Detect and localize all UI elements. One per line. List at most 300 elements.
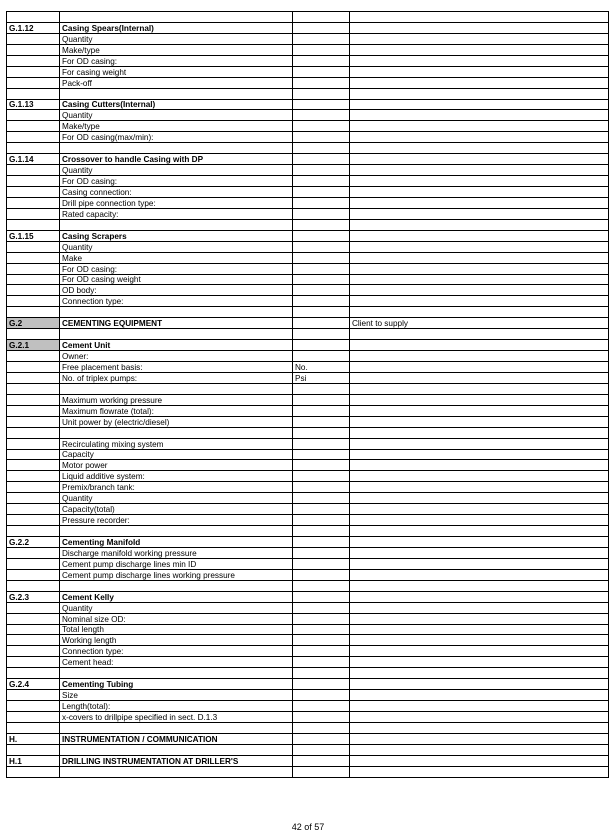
item-description-cell: Quantity: [60, 493, 293, 504]
section-code-cell: [7, 635, 60, 646]
item-description-cell: Quantity: [60, 165, 293, 176]
remarks-cell: [350, 176, 609, 187]
remarks-cell: [350, 591, 609, 602]
section-code-cell: [7, 110, 60, 121]
remarks-cell: [350, 307, 609, 318]
item-description-cell: [60, 722, 293, 733]
unit-cell: [293, 165, 350, 176]
section-code-cell: [7, 285, 60, 296]
table-row: [7, 383, 609, 394]
section-header-row: [7, 154, 609, 165]
remarks-cell: [350, 88, 609, 99]
section-code-cell: [7, 504, 60, 515]
table-row: [7, 701, 609, 712]
item-description-cell: Casing Scrapers: [60, 230, 293, 241]
section-code-cell: [7, 176, 60, 187]
remarks-cell: [350, 165, 609, 176]
equipment-spec-table-body: [7, 12, 609, 778]
section-code-cell: [7, 263, 60, 274]
item-description-cell: Owner:: [60, 351, 293, 362]
item-description-cell: Pressure recorder:: [60, 515, 293, 526]
table-row: [7, 285, 609, 296]
unit-cell: [293, 427, 350, 438]
table-row: [7, 77, 609, 88]
section-header-row: [7, 230, 609, 241]
section-code-cell: [7, 372, 60, 383]
table-row: [7, 33, 609, 44]
section-code-cell: [7, 569, 60, 580]
unit-cell: [293, 733, 350, 744]
remarks-cell: [350, 537, 609, 548]
section-code-cell: [7, 274, 60, 285]
unit-cell: [293, 438, 350, 449]
unit-cell: [293, 77, 350, 88]
remarks-cell: [350, 635, 609, 646]
item-description-cell: OD body:: [60, 285, 293, 296]
unit-cell: [293, 668, 350, 679]
unit-cell: [293, 132, 350, 143]
item-description-cell: [60, 219, 293, 230]
item-description-cell: Casing connection:: [60, 187, 293, 198]
section-code-cell: [7, 296, 60, 307]
item-description-cell: Crossover to handle Casing with DP: [60, 154, 293, 165]
section-header-row: [7, 340, 609, 351]
remarks-cell: [350, 55, 609, 66]
item-description-cell: Cement pump discharge lines min ID: [60, 558, 293, 569]
remarks-cell: [350, 460, 609, 471]
section-code-cell: [7, 77, 60, 88]
table-row: [7, 187, 609, 198]
item-description-cell: Connection type:: [60, 296, 293, 307]
section-code-cell: G.2: [7, 318, 60, 329]
item-description-cell: Quantity: [60, 602, 293, 613]
unit-cell: [293, 66, 350, 77]
section-code-cell: [7, 526, 60, 537]
table-row: [7, 471, 609, 482]
item-description-cell: Casing Spears(Internal): [60, 22, 293, 33]
remarks-cell: [350, 515, 609, 526]
section-header-row: [7, 537, 609, 548]
item-description-cell: Cement Unit: [60, 340, 293, 351]
table-row: [7, 241, 609, 252]
item-description-cell: Make/type: [60, 44, 293, 55]
table-row: [7, 657, 609, 668]
section-header-row: [7, 733, 609, 744]
remarks-cell: [350, 383, 609, 394]
item-description-cell: Maximum working pressure: [60, 394, 293, 405]
remarks-cell: [350, 154, 609, 165]
remarks-cell: [350, 77, 609, 88]
unit-cell: [293, 219, 350, 230]
section-code-cell: [7, 471, 60, 482]
section-code-cell: G.1.13: [7, 99, 60, 110]
remarks-cell: [350, 22, 609, 33]
item-description-cell: Connection type:: [60, 646, 293, 657]
section-code-cell: [7, 613, 60, 624]
unit-cell: [293, 307, 350, 318]
unit-cell: [293, 143, 350, 154]
item-description-cell: [60, 143, 293, 154]
unit-cell: [293, 340, 350, 351]
table-row: [7, 121, 609, 132]
unit-cell: [293, 701, 350, 712]
remarks-cell: [350, 329, 609, 340]
item-description-cell: x-covers to drillpipe specified in sect. D.1.3: [60, 712, 293, 723]
unit-cell: [293, 482, 350, 493]
table-row: [7, 176, 609, 187]
section-code-cell: [7, 547, 60, 558]
item-description-cell: Drill pipe connection type:: [60, 197, 293, 208]
remarks-cell: [350, 362, 609, 373]
unit-cell: [293, 394, 350, 405]
table-row: [7, 165, 609, 176]
unit-cell: No.: [293, 362, 350, 373]
table-row: [7, 416, 609, 427]
item-description-cell: Cement head:: [60, 657, 293, 668]
item-description-cell: DRILLING INSTRUMENTATION AT DRILLER'S: [60, 755, 293, 766]
remarks-cell: [350, 493, 609, 504]
table-row: [7, 646, 609, 657]
item-description-cell: Make: [60, 252, 293, 263]
unit-cell: [293, 547, 350, 558]
remarks-cell: [350, 394, 609, 405]
section-code-cell: [7, 351, 60, 362]
section-code-cell: [7, 12, 60, 23]
unit-cell: [293, 351, 350, 362]
table-row: [7, 558, 609, 569]
remarks-cell: [350, 438, 609, 449]
unit-cell: [293, 602, 350, 613]
section-header-row: [7, 679, 609, 690]
unit-cell: [293, 274, 350, 285]
item-description-cell: INSTRUMENTATION / COMMUNICATION: [60, 733, 293, 744]
table-row: [7, 449, 609, 460]
item-description-cell: Free placement basis:: [60, 362, 293, 373]
item-description-cell: Cement pump discharge lines working pressure: [60, 569, 293, 580]
item-description-cell: Motor power: [60, 460, 293, 471]
table-row: [7, 329, 609, 340]
remarks-cell: [350, 208, 609, 219]
item-description-cell: [60, 12, 293, 23]
item-description-cell: Unit power by (electric/diesel): [60, 416, 293, 427]
section-code-cell: [7, 383, 60, 394]
section-code-cell: [7, 701, 60, 712]
item-description-cell: For OD casing:: [60, 263, 293, 274]
remarks-cell: [350, 12, 609, 23]
unit-cell: [293, 722, 350, 733]
table-row: [7, 569, 609, 580]
table-row: [7, 351, 609, 362]
section-header-row: [7, 591, 609, 602]
section-code-cell: [7, 668, 60, 679]
remarks-cell: [350, 372, 609, 383]
item-description-cell: For OD casing(max/min):: [60, 132, 293, 143]
section-code-cell: [7, 208, 60, 219]
section-code-cell: [7, 329, 60, 340]
remarks-cell: [350, 263, 609, 274]
page-number: 42 of 57: [291, 822, 325, 832]
unit-cell: [293, 318, 350, 329]
table-row: [7, 602, 609, 613]
unit-cell: [293, 197, 350, 208]
table-row: [7, 438, 609, 449]
item-description-cell: Make/type: [60, 121, 293, 132]
item-description-cell: Recirculating mixing system: [60, 438, 293, 449]
item-description-cell: Liquid additive system:: [60, 471, 293, 482]
item-description-cell: Premix/branch tank:: [60, 482, 293, 493]
unit-cell: [293, 515, 350, 526]
item-description-cell: CEMENTING EQUIPMENT: [60, 318, 293, 329]
section-code-cell: [7, 602, 60, 613]
section-code-cell: [7, 482, 60, 493]
item-description-cell: For OD casing:: [60, 55, 293, 66]
table-row: [7, 132, 609, 143]
unit-cell: [293, 252, 350, 263]
table-row: [7, 263, 609, 274]
section-header-row: [7, 22, 609, 33]
remarks-cell: [350, 219, 609, 230]
remarks-cell: [350, 526, 609, 537]
unit-cell: [293, 471, 350, 482]
section-code-cell: H.1: [7, 755, 60, 766]
section-header-row: [7, 99, 609, 110]
section-code-cell: [7, 438, 60, 449]
remarks-cell: [350, 340, 609, 351]
item-description-cell: For OD casing:: [60, 176, 293, 187]
table-row: [7, 712, 609, 723]
unit-cell: [293, 285, 350, 296]
unit-cell: [293, 176, 350, 187]
section-code-cell: [7, 624, 60, 635]
item-description-cell: Cement Kelly: [60, 591, 293, 602]
section-code-cell: G.2.3: [7, 591, 60, 602]
table-row: [7, 372, 609, 383]
remarks-cell: [350, 110, 609, 121]
item-description-cell: Cementing Tubing: [60, 679, 293, 690]
unit-cell: [293, 624, 350, 635]
unit-cell: [293, 580, 350, 591]
section-code-cell: [7, 744, 60, 755]
item-description-cell: Nominal size OD:: [60, 613, 293, 624]
remarks-cell: Client to supply: [350, 318, 609, 329]
item-description-cell: Cementing Manifold: [60, 537, 293, 548]
remarks-cell: [350, 755, 609, 766]
table-row: [7, 55, 609, 66]
remarks-cell: [350, 471, 609, 482]
section-code-cell: [7, 241, 60, 252]
item-description-cell: No. of triplex pumps:: [60, 372, 293, 383]
table-row: [7, 394, 609, 405]
remarks-cell: [350, 33, 609, 44]
unit-cell: [293, 405, 350, 416]
remarks-cell: [350, 99, 609, 110]
section-code-cell: G.2.2: [7, 537, 60, 548]
table-row: [7, 143, 609, 154]
remarks-cell: [350, 230, 609, 241]
unit-cell: [293, 766, 350, 777]
section-code-cell: [7, 66, 60, 77]
section-code-cell: [7, 88, 60, 99]
section-code-cell: [7, 493, 60, 504]
remarks-cell: [350, 274, 609, 285]
unit-cell: [293, 329, 350, 340]
item-description-cell: Quantity: [60, 241, 293, 252]
unit-cell: [293, 88, 350, 99]
table-row: [7, 460, 609, 471]
section-code-cell: [7, 143, 60, 154]
section-code-cell: [7, 405, 60, 416]
table-row: [7, 580, 609, 591]
table-row: [7, 722, 609, 733]
section-code-cell: [7, 197, 60, 208]
item-description-cell: Quantity: [60, 110, 293, 121]
unit-cell: [293, 591, 350, 602]
unit-cell: [293, 33, 350, 44]
remarks-cell: [350, 427, 609, 438]
unit-cell: [293, 679, 350, 690]
remarks-cell: [350, 66, 609, 77]
table-row: [7, 613, 609, 624]
remarks-cell: [350, 44, 609, 55]
unit-cell: [293, 755, 350, 766]
remarks-cell: [350, 482, 609, 493]
unit-cell: [293, 712, 350, 723]
unit-cell: [293, 460, 350, 471]
remarks-cell: [350, 241, 609, 252]
table-row: [7, 307, 609, 318]
unit-cell: [293, 296, 350, 307]
section-code-cell: [7, 33, 60, 44]
item-description-cell: Working length: [60, 635, 293, 646]
unit-cell: [293, 635, 350, 646]
section-code-cell: [7, 219, 60, 230]
item-description-cell: Capacity: [60, 449, 293, 460]
remarks-cell: [350, 351, 609, 362]
section-code-cell: [7, 132, 60, 143]
table-row: [7, 219, 609, 230]
remarks-cell: [350, 558, 609, 569]
unit-cell: [293, 208, 350, 219]
table-row: [7, 668, 609, 679]
unit-cell: [293, 99, 350, 110]
section-code-cell: [7, 416, 60, 427]
table-row: [7, 252, 609, 263]
table-row: [7, 208, 609, 219]
table-row: [7, 110, 609, 121]
unit-cell: [293, 416, 350, 427]
section-code-cell: G.2.4: [7, 679, 60, 690]
item-description-cell: Capacity(total): [60, 504, 293, 515]
section-code-cell: [7, 766, 60, 777]
unit-cell: [293, 241, 350, 252]
unit-cell: [293, 690, 350, 701]
item-description-cell: Size: [60, 690, 293, 701]
table-row: [7, 635, 609, 646]
table-row: [7, 362, 609, 373]
remarks-cell: [350, 296, 609, 307]
section-code-cell: G.2.1: [7, 340, 60, 351]
remarks-cell: [350, 449, 609, 460]
table-row: [7, 504, 609, 515]
unit-cell: [293, 263, 350, 274]
section-code-cell: [7, 646, 60, 657]
section-code-cell: [7, 515, 60, 526]
section-code-cell: G.1.15: [7, 230, 60, 241]
section-code-cell: [7, 580, 60, 591]
section-code-cell: G.1.14: [7, 154, 60, 165]
item-description-cell: For OD casing weight: [60, 274, 293, 285]
remarks-cell: [350, 197, 609, 208]
unit-cell: [293, 569, 350, 580]
remarks-cell: [350, 624, 609, 635]
table-row: [7, 405, 609, 416]
remarks-cell: [350, 504, 609, 515]
item-description-cell: [60, 383, 293, 394]
remarks-cell: [350, 252, 609, 263]
item-description-cell: Discharge manifold working pressure: [60, 547, 293, 558]
section-code-cell: [7, 712, 60, 723]
section-code-cell: [7, 427, 60, 438]
equipment-spec-table: [6, 11, 609, 778]
item-description-cell: Pack-off: [60, 77, 293, 88]
item-description-cell: [60, 427, 293, 438]
item-description-cell: For casing weight: [60, 66, 293, 77]
item-description-cell: [60, 580, 293, 591]
unit-cell: [293, 744, 350, 755]
unit-cell: [293, 537, 350, 548]
section-code-cell: [7, 121, 60, 132]
table-row: [7, 66, 609, 77]
table-row: [7, 274, 609, 285]
table-row: [7, 624, 609, 635]
table-row: [7, 515, 609, 526]
unit-cell: [293, 504, 350, 515]
table-row: [7, 296, 609, 307]
item-description-cell: Quantity: [60, 33, 293, 44]
item-description-cell: [60, 744, 293, 755]
unit-cell: Psi: [293, 372, 350, 383]
section-code-cell: [7, 362, 60, 373]
section-code-cell: [7, 394, 60, 405]
remarks-cell: [350, 547, 609, 558]
remarks-cell: [350, 690, 609, 701]
section-code-cell: [7, 252, 60, 263]
unit-cell: [293, 121, 350, 132]
remarks-cell: [350, 668, 609, 679]
section-code-cell: [7, 44, 60, 55]
item-description-cell: Length(total):: [60, 701, 293, 712]
remarks-cell: [350, 733, 609, 744]
remarks-cell: [350, 285, 609, 296]
remarks-cell: [350, 143, 609, 154]
table-row: [7, 88, 609, 99]
remarks-cell: [350, 580, 609, 591]
remarks-cell: [350, 722, 609, 733]
table-row: [7, 493, 609, 504]
table-row: [7, 526, 609, 537]
item-description-cell: [60, 88, 293, 99]
table-row: [7, 44, 609, 55]
section-code-cell: [7, 690, 60, 701]
item-description-cell: Maximum flowrate (total):: [60, 405, 293, 416]
table-row: [7, 766, 609, 777]
item-description-cell: [60, 526, 293, 537]
section-code-cell: G.1.12: [7, 22, 60, 33]
unit-cell: [293, 187, 350, 198]
item-description-cell: Casing Cutters(Internal): [60, 99, 293, 110]
remarks-cell: [350, 121, 609, 132]
section-code-cell: [7, 449, 60, 460]
